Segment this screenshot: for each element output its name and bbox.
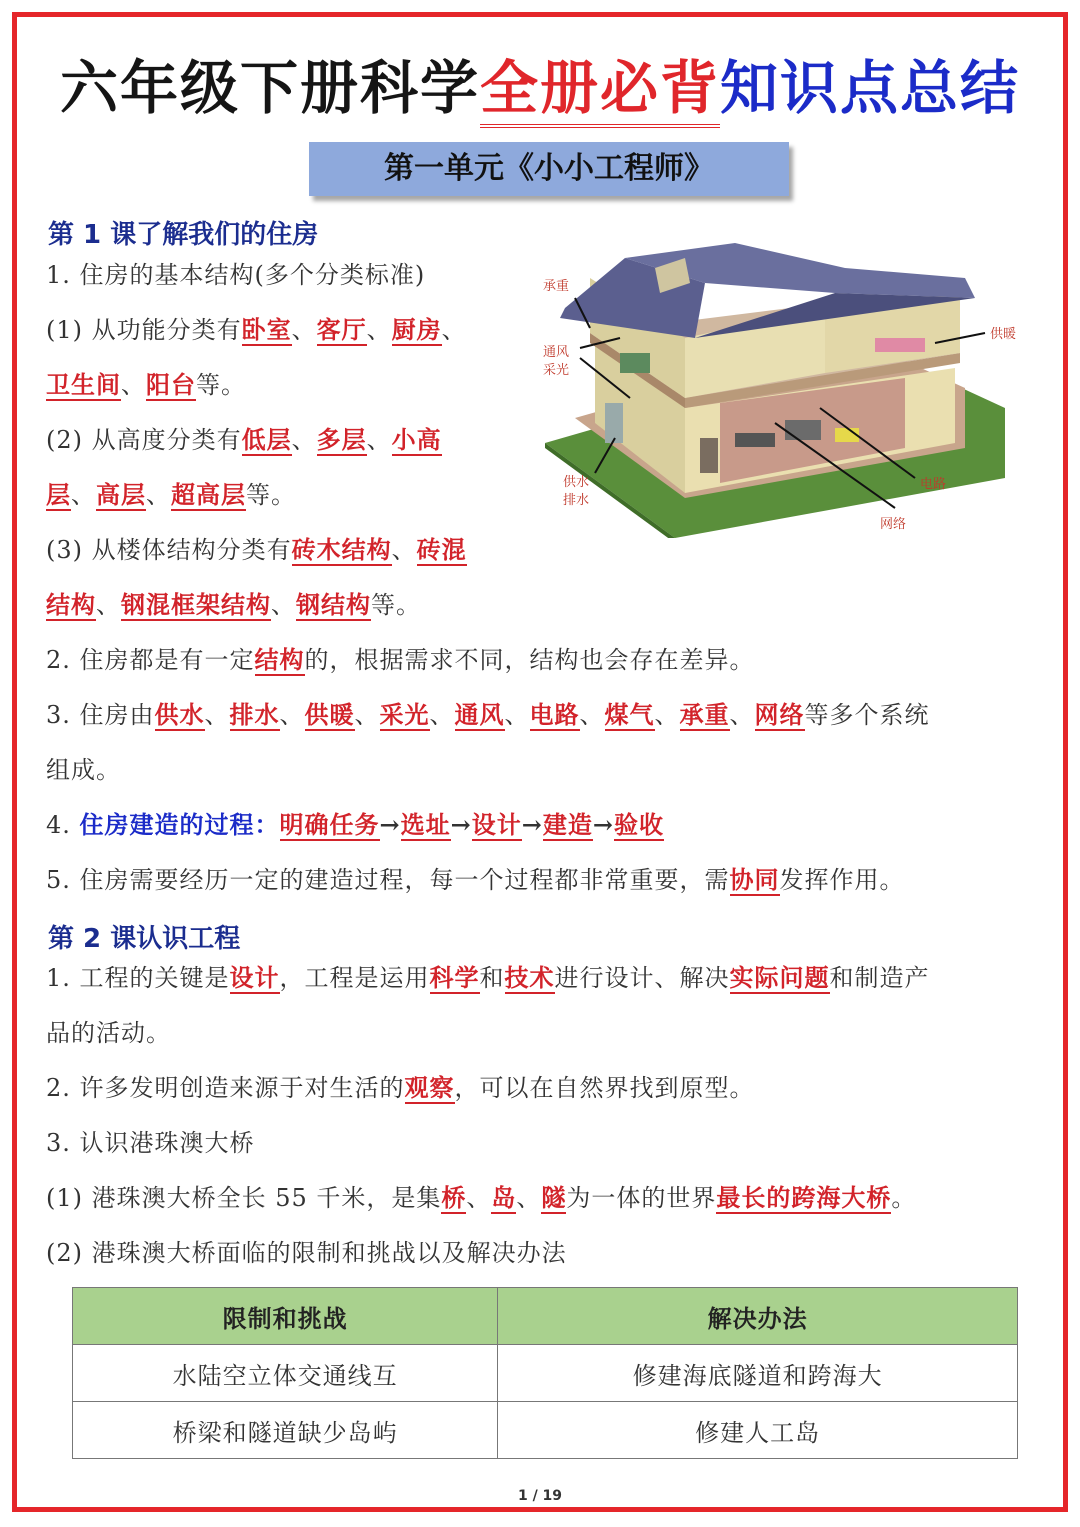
house-cutaway-illustration — [535, 238, 1035, 538]
keyword: 层 — [46, 480, 71, 509]
keyword: 钢结构 — [296, 590, 371, 619]
page-title — [0, 48, 1080, 128]
keyword: 设计 — [471, 810, 522, 839]
l1-line-4: (2) 从高度分类有低层、多层、小高 — [46, 425, 442, 454]
l1-line-9: 3. 住房由供水、排水、供暖、采光、通风、电路、煤气、承重、网络等多个系统 — [46, 700, 930, 729]
title-part-2: 全册必背 — [480, 54, 720, 128]
keyword: 客厅 — [316, 315, 367, 344]
keyword: 验收 — [613, 810, 664, 839]
keyword: 观察 — [404, 1073, 455, 1102]
keyword: 电路 — [529, 700, 580, 729]
house-label-water-supply: 供水 — [563, 475, 590, 490]
l2-line-3: 2. 许多发明创造来源于对生活的观察，可以在自然界找到原型。 — [46, 1073, 755, 1102]
keyword: 供水 — [154, 700, 205, 729]
l1-line-12: 5. 住房需要经历一定的建造过程，每一个过程都非常重要，需协同发挥作用。 — [46, 865, 905, 894]
l1-line-3: 卫生间、阳台等。 — [46, 370, 246, 399]
keyword: 岛 — [491, 1183, 517, 1212]
unit-banner: 第一单元《小小工程师》 — [309, 142, 789, 196]
keyword: 厨房 — [391, 315, 442, 344]
keyword: 多层 — [316, 425, 367, 454]
keyword: 最长的跨海大桥 — [716, 1183, 892, 1212]
keyword: 供暖 — [304, 700, 355, 729]
table-cell: 修建人工岛 — [498, 1402, 1018, 1459]
keyword: 高层 — [96, 480, 146, 509]
keyword: 小高 — [391, 425, 442, 454]
keyword: 协同 — [729, 865, 780, 894]
l2-line-4: 3. 认识港珠澳大桥 — [46, 1129, 255, 1157]
keyword: 卫生间 — [46, 370, 121, 399]
table-header: 解决办法 — [498, 1288, 1018, 1345]
lesson-1-title: 第 1 课了解我们的住房 — [48, 220, 319, 250]
house-label-drainage: 排水 — [563, 493, 590, 508]
l1-line-11: 4. 住房建造的过程：明确任务→选址→设计→建造→验收 — [46, 810, 664, 839]
l2-line-2: 品的活动。 — [46, 1019, 171, 1047]
table-cell: 桥梁和隧道缺少岛屿 — [73, 1402, 498, 1459]
table-header: 限制和挑战 — [73, 1288, 498, 1345]
l2-line-5: (1) 港珠澳大桥全长 55 千米，是集桥、岛、隧为一体的世界最长的跨海大桥。 — [46, 1183, 917, 1212]
keyword: 低层 — [241, 425, 292, 454]
keyword: 网络 — [754, 700, 805, 729]
keyword: 技术 — [504, 963, 555, 992]
keyword: 科学 — [429, 963, 480, 992]
keyword: 隧 — [541, 1183, 567, 1212]
l1-line-8: 2. 住房都是有一定结构的，根据需求不同，结构也会存在差异。 — [46, 645, 755, 674]
keyword: 明确任务 — [279, 810, 380, 839]
table-cell: 修建海底隧道和跨海大 — [498, 1345, 1018, 1402]
house-label-load: 承重 — [543, 279, 570, 294]
keyword: 建造 — [542, 810, 593, 839]
keyword: 卧室 — [241, 315, 292, 344]
keyword: 设计 — [229, 963, 280, 992]
l1-line-10: 组成。 — [46, 756, 121, 784]
l2-line-1: 1. 工程的关键是设计，工程是运用科学和技术进行设计、解决实际问题和制造产 — [46, 963, 930, 992]
house-label-light: 采光 — [543, 363, 570, 378]
keyword: 选址 — [400, 810, 451, 839]
keyword: 煤气 — [604, 700, 655, 729]
keyword: 结构 — [46, 590, 96, 619]
keyword: 砖混 — [416, 535, 467, 564]
keyword: 采光 — [379, 700, 430, 729]
keyword: 砖木结构 — [291, 535, 392, 564]
keyword: 超高层 — [171, 480, 246, 509]
keyword: 实际问题 — [729, 963, 830, 992]
keyword: 阳台 — [146, 370, 196, 399]
l2-line-6: (2) 港珠澳大桥面临的限制和挑战以及解决办法 — [46, 1239, 567, 1267]
keyword: 钢混框架结构 — [121, 590, 271, 619]
page-number: 1 / 19 — [517, 1488, 563, 1504]
keyword: 排水 — [229, 700, 280, 729]
house-label-network: 网络 — [880, 517, 907, 532]
table-cell: 水陆空立体交通线互 — [73, 1345, 498, 1402]
keyword: 结构 — [254, 645, 305, 674]
keyword: 承重 — [679, 700, 730, 729]
keyword: 桥 — [441, 1183, 467, 1212]
table-header-row — [73, 1288, 1018, 1345]
title-part-3: 知识点总结 — [720, 54, 1021, 122]
lesson-2-title: 第 2 课认识工程 — [48, 924, 241, 954]
l1-line-7: 结构、钢混框架结构、钢结构等。 — [46, 590, 421, 619]
house-label-vent: 通风 — [543, 345, 570, 360]
l1-line-2: (1) 从功能分类有卧室、客厅、厨房、 — [46, 315, 467, 344]
challenge-solution-table — [72, 1287, 1018, 1459]
title-part-1: 六年级下册科学 — [59, 54, 480, 122]
l1-line-1: 1. 住房的基本结构(多个分类标准) — [46, 261, 426, 289]
table-row — [73, 1345, 1018, 1402]
keyword: 通风 — [454, 700, 505, 729]
l1-line-6: (3) 从楼体结构分类有砖木结构、砖混 — [46, 535, 467, 564]
l1-line-5: 层、高层、超高层等。 — [46, 480, 296, 509]
house-label-heating: 供暖 — [990, 327, 1017, 342]
house-label-power: 电路 — [920, 477, 947, 492]
table-row — [73, 1402, 1018, 1459]
